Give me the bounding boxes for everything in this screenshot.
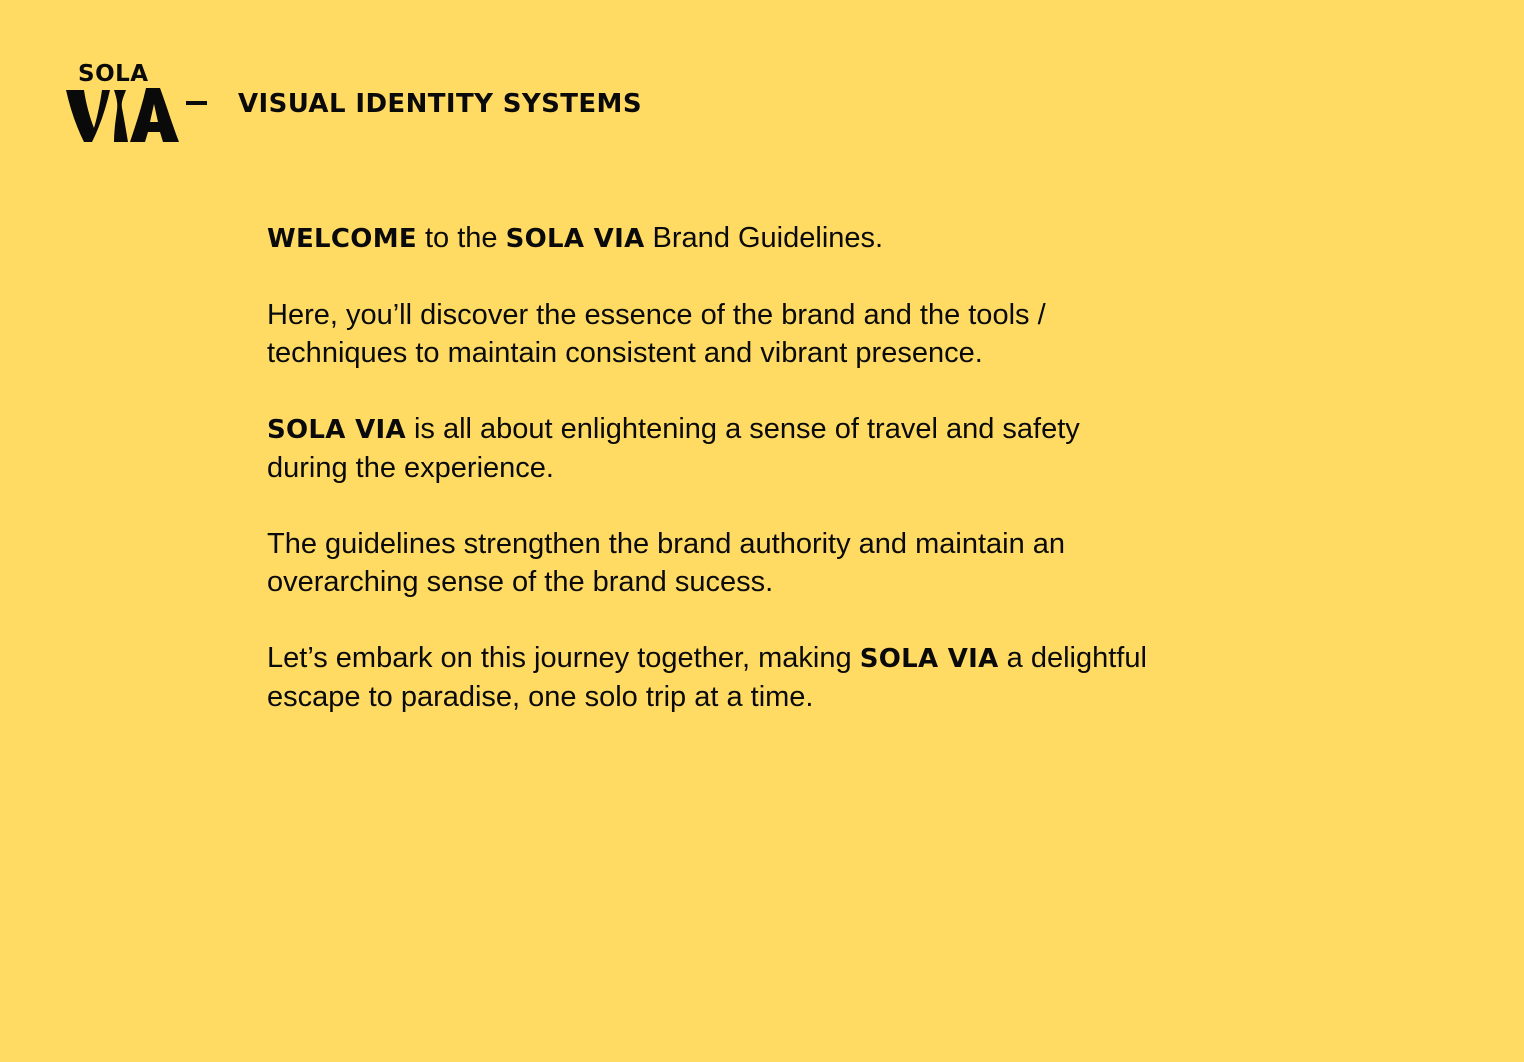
logo-small-text: SOLA	[78, 61, 149, 87]
journey-brand-strong: SOLA VIA	[859, 644, 999, 674]
paragraph-guidelines	[267, 525, 1167, 601]
paragraph-welcome	[267, 219, 1167, 258]
welcome-text-2: Brand Guidelines.	[644, 222, 884, 254]
welcome-text-1: to the	[416, 222, 506, 254]
page-header	[66, 62, 766, 148]
about-brand-strong: SOLA VIA	[267, 415, 406, 445]
brand-name-strong: SOLA VIA	[505, 224, 645, 254]
paragraph-about	[267, 410, 1167, 487]
sola-via-logo	[66, 62, 182, 148]
paragraph-journey	[267, 639, 1167, 716]
welcome-strong: WELCOME	[267, 224, 417, 254]
paragraph-discover	[267, 296, 1167, 372]
about-text: is all about enlightening a sense of travel and safety during the experience.	[267, 413, 1080, 484]
header-title: VISUAL IDENTITY SYSTEMS	[238, 89, 642, 119]
journey-text-2: a delightful escape to paradise, one solo trip at a time.	[267, 642, 1147, 713]
guidelines-text: The guidelines strengthen the brand authority and maintain an overarching sense of the brand sucess.	[267, 528, 1066, 598]
header-dash	[186, 101, 207, 105]
intro-text	[267, 219, 1167, 754]
logo-via-wordmark	[66, 88, 182, 144]
journey-text-1: Let’s embark on this journey together, making	[267, 642, 860, 674]
discover-text: Here, you’ll discover the essence of the brand and the tools / techniques to maintain consistent and vibrant presence.	[267, 299, 1046, 369]
